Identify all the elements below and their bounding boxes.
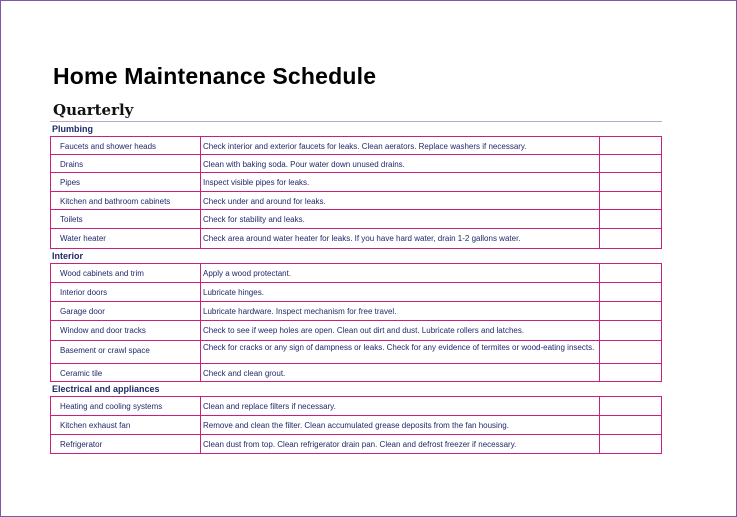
- table-row: [50, 155, 662, 173]
- item-cell[interactable]: Water heater: [50, 229, 201, 248]
- check-cell[interactable]: [600, 210, 662, 228]
- table-row: [50, 173, 662, 192]
- task-cell[interactable]: Check area around water heater for leaks. If you have hard water, drain 1-2 gallons water.: [201, 229, 600, 248]
- task-cell[interactable]: Check under and around for leaks.: [201, 192, 600, 209]
- item-cell[interactable]: Ceramic tile: [50, 364, 201, 381]
- table-row: [50, 283, 662, 302]
- task-cell[interactable]: Lubricate hinges.: [201, 283, 600, 301]
- item-cell[interactable]: Pipes: [50, 173, 201, 191]
- check-cell[interactable]: [600, 192, 662, 209]
- item-cell[interactable]: Wood cabinets and trim: [50, 264, 201, 282]
- task-cell[interactable]: Check interior and exterior faucets for leaks. Clean aerators. Replace washers if necessary.: [201, 137, 600, 154]
- section-header-electrical: Electrical and appliances: [50, 382, 662, 397]
- task-cell[interactable]: Inspect visible pipes for leaks.: [201, 173, 600, 191]
- table-row: [50, 435, 662, 454]
- item-cell[interactable]: Toilets: [50, 210, 201, 228]
- task-cell[interactable]: Lubricate hardware. Inspect mechanism for free travel.: [201, 302, 600, 320]
- check-cell[interactable]: [600, 283, 662, 301]
- check-cell[interactable]: [600, 302, 662, 320]
- item-cell[interactable]: Interior doors: [50, 283, 201, 301]
- item-cell[interactable]: Heating and cooling systems: [50, 397, 201, 415]
- table-row: [50, 210, 662, 229]
- page-title: Home Maintenance Schedule: [53, 63, 377, 89]
- table-row: [50, 416, 662, 435]
- task-cell[interactable]: Check to see if weep holes are open. Clean out dirt and dust. Lubricate rollers and latches.: [201, 321, 600, 340]
- table-row: [50, 137, 662, 155]
- table-row: [50, 364, 662, 382]
- section-header-interior: Interior: [50, 249, 662, 264]
- item-cell[interactable]: Window and door tracks: [50, 321, 201, 340]
- check-cell[interactable]: [600, 416, 662, 434]
- task-cell[interactable]: Check and clean grout.: [201, 364, 600, 381]
- item-cell[interactable]: Drains: [50, 155, 201, 172]
- item-cell[interactable]: Faucets and shower heads: [50, 137, 201, 154]
- check-cell[interactable]: [600, 264, 662, 282]
- table-row: [50, 302, 662, 321]
- check-cell[interactable]: [600, 155, 662, 172]
- task-cell[interactable]: Clean dust from top. Clean refrigerator drain pan. Clean and defrost freezer if necessary.: [201, 435, 600, 453]
- check-cell[interactable]: [600, 397, 662, 415]
- task-cell[interactable]: Apply a wood protectant.: [201, 264, 600, 282]
- check-cell[interactable]: [600, 435, 662, 453]
- check-cell[interactable]: [600, 364, 662, 381]
- item-cell[interactable]: Refrigerator: [50, 435, 201, 453]
- task-cell[interactable]: Clean with baking soda. Pour water down unused drains.: [201, 155, 600, 172]
- check-cell[interactable]: [600, 229, 662, 248]
- check-cell[interactable]: [600, 321, 662, 340]
- item-cell[interactable]: Basement or crawl space: [50, 341, 201, 363]
- check-cell[interactable]: [600, 341, 662, 363]
- section-header-plumbing: Plumbing: [50, 122, 662, 137]
- item-cell[interactable]: Kitchen and bathroom cabinets: [50, 192, 201, 209]
- task-cell[interactable]: Clean and replace filters if necessary.: [201, 397, 600, 415]
- table-row: [50, 341, 662, 364]
- task-cell[interactable]: Remove and clean the filter. Clean accumulated grease deposits from the fan housing.: [201, 416, 600, 434]
- check-cell[interactable]: [600, 137, 662, 154]
- item-cell[interactable]: Kitchen exhaust fan: [50, 416, 201, 434]
- page-subtitle: Quarterly: [53, 101, 134, 119]
- task-cell[interactable]: Check for cracks or any sign of dampness or leaks. Check for any evidence of termites or wood-eating insects.: [201, 341, 600, 363]
- table-row: [50, 264, 662, 283]
- table-row: [50, 192, 662, 210]
- item-cell[interactable]: Garage door: [50, 302, 201, 320]
- task-cell[interactable]: Check for stability and leaks.: [201, 210, 600, 228]
- table-row: [50, 229, 662, 249]
- table-row: [50, 321, 662, 341]
- schedule-table: [50, 121, 662, 454]
- check-cell[interactable]: [600, 173, 662, 191]
- table-row: [50, 397, 662, 416]
